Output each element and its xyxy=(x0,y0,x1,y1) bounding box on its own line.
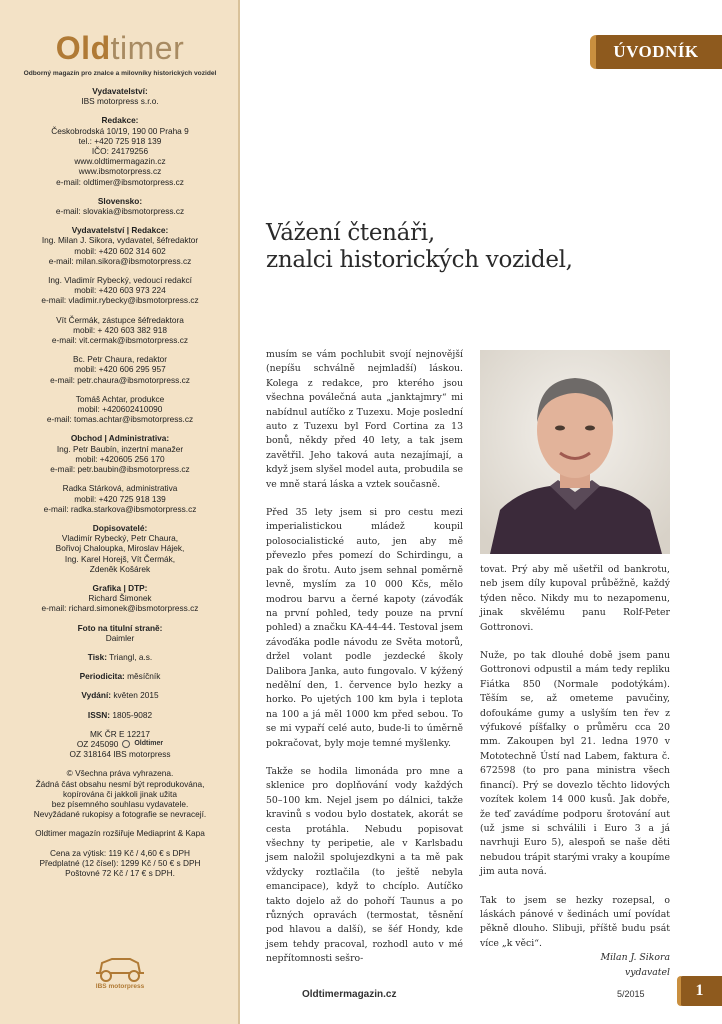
distribution-block xyxy=(6,828,234,838)
article-column-1 xyxy=(266,348,463,981)
rights-line: © Všechna práva vyhrazena. xyxy=(66,768,174,779)
masthead-value: 1805-9082 xyxy=(112,709,153,720)
masthead-block xyxy=(6,315,234,346)
masthead-line: e-mail: petr.chaura@ibsmotorpress.cz xyxy=(50,374,190,385)
masthead-block xyxy=(6,115,234,186)
price-line: Poštovné 72 Kč / 17 € s DPH. xyxy=(65,867,175,878)
masthead-line: Vladimír Rybecký, Petr Chaura, xyxy=(61,533,179,544)
masthead-value: Triangl, a.s. xyxy=(109,651,153,662)
price-line: Cena za výtisk: 119 Kč / 4,60 € s DPH xyxy=(49,847,191,858)
masthead-block xyxy=(6,523,234,574)
article-paragraph: musím se vám pochlubit svojí nejnovější (nepíšu schválně nejmladší) láskou. Kolega z redakce, pro kterého jsou všechna poválečná auta „janktajmry“ mi nabídnul autíčko z Tuzexu. Moje poslední auto z Tuzexu byl Ford Cortina za 13 bonů, někdy před 40 lety, a tak jsem zavětřil. Jeho taková auta nezajímají, a když jsem slyšel model auta, probudila se ve mně stará láska a vztek současně. xyxy=(266,349,463,490)
oldtimer-logo xyxy=(0,30,240,66)
masthead-line xyxy=(6,652,234,662)
mk-number: MK ČR E 12217 xyxy=(90,728,150,739)
section-tab-uvodnik: ÚVODNÍK xyxy=(590,35,722,69)
masthead-line: tel.: +420 725 918 139 xyxy=(78,135,162,146)
article-paragraph: tovat. Prý aby mě ušetřil od bankrotu, neb jsem díly kupoval průběžně, každý týden něco. Nikdy mu to nezapomenu, jinak skvělému panu Rolf-Peter Gottronovi. xyxy=(480,564,670,633)
logo-subtitle: Odborný magazín pro znalce a milovníky historických vozidel xyxy=(23,70,217,77)
masthead-line xyxy=(6,690,234,700)
masthead-line: e-mail: slovakia@ibsmotorpress.cz xyxy=(55,206,185,217)
masthead-line: e-mail: richard.simonek@ibsmotorpress.cz xyxy=(41,603,199,614)
author-photo xyxy=(480,350,670,554)
page-title xyxy=(266,220,573,274)
masthead-value: měsíčník xyxy=(127,671,161,682)
masthead-line: Bc. Petr Chaura, redaktor xyxy=(72,354,168,365)
masthead-heading: Vydavatelství: xyxy=(92,86,148,96)
masthead-block xyxy=(6,623,234,643)
masthead-heading: Vydání: xyxy=(81,690,112,701)
page-number: 1 xyxy=(677,976,722,1006)
rights-line: kopírována či jakkoli jinak užita xyxy=(63,788,177,799)
masthead-heading: Periodicita: xyxy=(79,671,125,682)
masthead-heading: Foto na titulní straně: xyxy=(77,622,163,633)
masthead-line: e-mail: petr.baubin@ibsmotorpress.cz xyxy=(50,464,190,475)
wheel-icon xyxy=(122,740,130,748)
masthead-line: Ing. Karel Horejš, Vít Čermák, xyxy=(64,553,176,564)
masthead-line: www.oldtimermagazin.cz xyxy=(74,156,166,167)
oz-number-2: OZ 318164 IBS motorpress xyxy=(69,749,171,760)
masthead-heading: ISSN: xyxy=(87,709,111,720)
masthead-line: e-mail: vit.cermak@ibsmotorpress.cz xyxy=(51,335,189,346)
masthead-heading: Obchod | Administrativa: xyxy=(70,433,170,444)
masthead-block xyxy=(6,86,234,106)
masthead-block xyxy=(6,710,234,720)
masthead-line: www.ibsmotorpress.cz xyxy=(78,166,162,177)
article-column-2 xyxy=(480,563,670,980)
masthead-block xyxy=(6,275,234,306)
oz-number: OZ 245090 xyxy=(76,738,119,749)
headline-line-1: Vážení čtenáři, xyxy=(266,220,435,246)
masthead-block xyxy=(6,583,234,614)
masthead-line: Daimler xyxy=(105,632,135,643)
masthead-heading: Vydavatelství | Redakce: xyxy=(71,225,169,236)
masthead-heading: Tisk: xyxy=(87,651,107,662)
masthead-heading: Slovensko: xyxy=(97,195,143,206)
footer-website: Oldtimermagazin.cz xyxy=(302,989,397,1000)
masthead-line: mobil: +420 602 314 602 xyxy=(74,245,166,256)
masthead-line: Zdeněk Košárek xyxy=(89,563,151,574)
rights-line: Žádná část obsahu nesmí být reprodukována, xyxy=(35,778,205,789)
distribution-line: Oldtimer magazín rozšiřuje Mediaprint & Kapa xyxy=(35,828,205,839)
masthead-line: Českobrodská 10/19, 190 00 Praha 9 xyxy=(51,125,189,136)
rights-line: Nevyžádané rukopisy a fotografie se nevracejí. xyxy=(33,809,207,820)
masthead-line: Radka Stárková, administrativa xyxy=(62,483,178,494)
masthead-block xyxy=(6,225,234,266)
masthead-sidebar xyxy=(0,0,240,1024)
masthead-line: Bořivoj Chaloupka, Miroslav Hájek, xyxy=(55,543,185,554)
article-paragraph: Takže se hodila limonáda pro mne a sklenice pro doplňování vody každých 50–100 km. Nejel jsem po dálnici, takže kravinů s vodou bylo dostatek, akorát se cesta protáhla. Nebudu popisovat všechny ty peripetie, ale v Karlsbadu jsem naložil spolujezdkyni a ta mě pak vždycky roztlačila (to ještě nebyla emancipace), když to chcíplo. Autíčko takto dojelo až do pohoří Taunus a po různých opravách (termostat, těsnění pod hlavou a další), se šéf Hondy, kde jsem tehdy pracoval, rozhodl auto v mé nepřítomnosti sešro- xyxy=(266,765,463,965)
article-paragraph: Nuže, po tak dlouhé době jsem panu Gottronovi odpustil a mám tedy repliku Fiátka 850 (Normale podotýkám). Těším se, až ometeme pavučiny, dofoukáme gumy a uslyším ten řev z výfukové píšťalky o průměru cca 20 mm. Zakoupen byl 21. ledna 1970 v Mototechně Ústí nad Labem, faktura č. 672598 (to pro pana ministra všech financí). Prý se dovezlo těchto lidových vozítek kolem 14 000 kusů. Jak dobře, že teď zavádíme podporu šrotování aut (už jsme si schválili i Euro 3 a já navrhuji Euro 5), alespoň se naše děti nebudou trápit starými vraky a koupíme jim auta nová. xyxy=(480,650,670,878)
logo-old: Old xyxy=(55,30,111,66)
masthead-block xyxy=(6,652,234,662)
rights-line: bez písemného souhlasu vydavatele. xyxy=(51,798,189,809)
masthead-block xyxy=(6,196,234,216)
masthead-line: Ing. Petr Baubín, inzertní manažer xyxy=(56,443,184,454)
masthead-line: Tomáš Achtar, produkce xyxy=(75,393,165,404)
vintage-car-icon xyxy=(92,955,148,983)
masthead-heading: Dopisovatelé: xyxy=(92,522,148,533)
masthead-line: IBS motorpress s.r.o. xyxy=(81,96,159,107)
masthead-block xyxy=(6,394,234,425)
rights-block xyxy=(6,768,234,819)
masthead-block xyxy=(6,483,234,514)
masthead-block xyxy=(6,690,234,700)
signature-role: vydavatel xyxy=(624,966,670,978)
masthead-heading: Redakce: xyxy=(101,115,139,126)
logo-timer: timer xyxy=(110,30,185,66)
prices-block xyxy=(6,848,234,879)
masthead-line: e-mail: radka.starkova@ibsmotorpress.cz xyxy=(43,503,197,514)
oz-row xyxy=(6,739,234,749)
masthead-line: e-mail: milan.sikora@ibsmotorpress.cz xyxy=(48,255,192,266)
masthead-line xyxy=(6,671,234,681)
masthead-line: mobil: + 420 603 382 918 xyxy=(73,324,167,335)
masthead-line xyxy=(6,710,234,720)
article-paragraph: Před 35 lety jsem si pro cestu mezi imperialistickou mládež koupil polosocialistické auto, jen aby mě převezlo přes pomezí do Schirdingu, a pak do šrotu. Auto jsem sehnal poměrně levně, myslím za 10 000 Kčs, mělo modrou barvu a černé kapoty (závoďák na první pohled, tedy pouze na první pohled) a značku KA-44-44. Testoval jsem závoďáka podle návodu ze Světa motorů, držel volant podle jezdecké školy Dalibora Janka, auto fungovalo. V kýžený nedělní den, 1. července bylo hezky a horko. Po ujetých 100 km byla i teplota na 100 a já měl 1000 km před sebou. To se mi vypaří celé auto, bude-li to úměrně pokračovat, byly moje temné myšlenky. xyxy=(266,507,463,749)
footer-issue: 5/2015 xyxy=(617,989,645,999)
masthead-line: mobil: +420 606 295 957 xyxy=(74,364,166,375)
signature-name: Milan J. Sikora xyxy=(600,952,670,964)
masthead-heading: Grafika | DTP: xyxy=(92,582,148,593)
masthead-block xyxy=(6,354,234,385)
masthead-line: e-mail: vladimir.rybecky@ibsmotorpress.cz xyxy=(41,295,199,306)
masthead-line: IČO: 24179256 xyxy=(91,146,149,157)
masthead-line: mobil: +420 603 973 224 xyxy=(74,285,166,296)
masthead-info xyxy=(6,86,234,887)
masthead-line: e-mail: oldtimer@ibsmotorpress.cz xyxy=(56,176,184,187)
masthead-block xyxy=(6,433,234,474)
masthead-line: mobil: +420 725 918 139 xyxy=(74,493,166,504)
article-paragraph: Tak to jsem se hezky rozepsal, o láskách pánové v šedinách umí povídat pěkně dlouho. Slibuji, příště budu psát více „k věci“. xyxy=(480,894,670,949)
price-line: Předplatné (12 čísel): 1299 Kč / 50 € s DPH xyxy=(39,857,201,868)
masthead-line: e-mail: tomas.achtar@ibsmotorpress.cz xyxy=(46,414,194,425)
masthead-line: Vít Čermák, zástupce šéfredaktora xyxy=(56,314,184,325)
masthead-line: Ing. Milan J. Sikora, vydavatel, šéfredaktor xyxy=(41,235,199,246)
registration-block xyxy=(6,729,234,760)
masthead-line: mobil: +420602410090 xyxy=(77,404,163,415)
masthead-line: mobil: +420605 256 170 xyxy=(75,453,165,464)
masthead-line: Richard Šimonek xyxy=(88,593,152,604)
masthead-line: Ing. Vladimír Rybecký, vedoucí redakcí xyxy=(48,275,192,286)
oldtimer-mini-logo: Oldtimer xyxy=(134,739,164,747)
ibs-motorpress-logo-text: IBS motorpress xyxy=(95,983,145,990)
headline-line-2: znalci historických vozidel, xyxy=(266,247,573,273)
masthead-value: květen 2015 xyxy=(113,690,159,701)
masthead-block xyxy=(6,671,234,681)
